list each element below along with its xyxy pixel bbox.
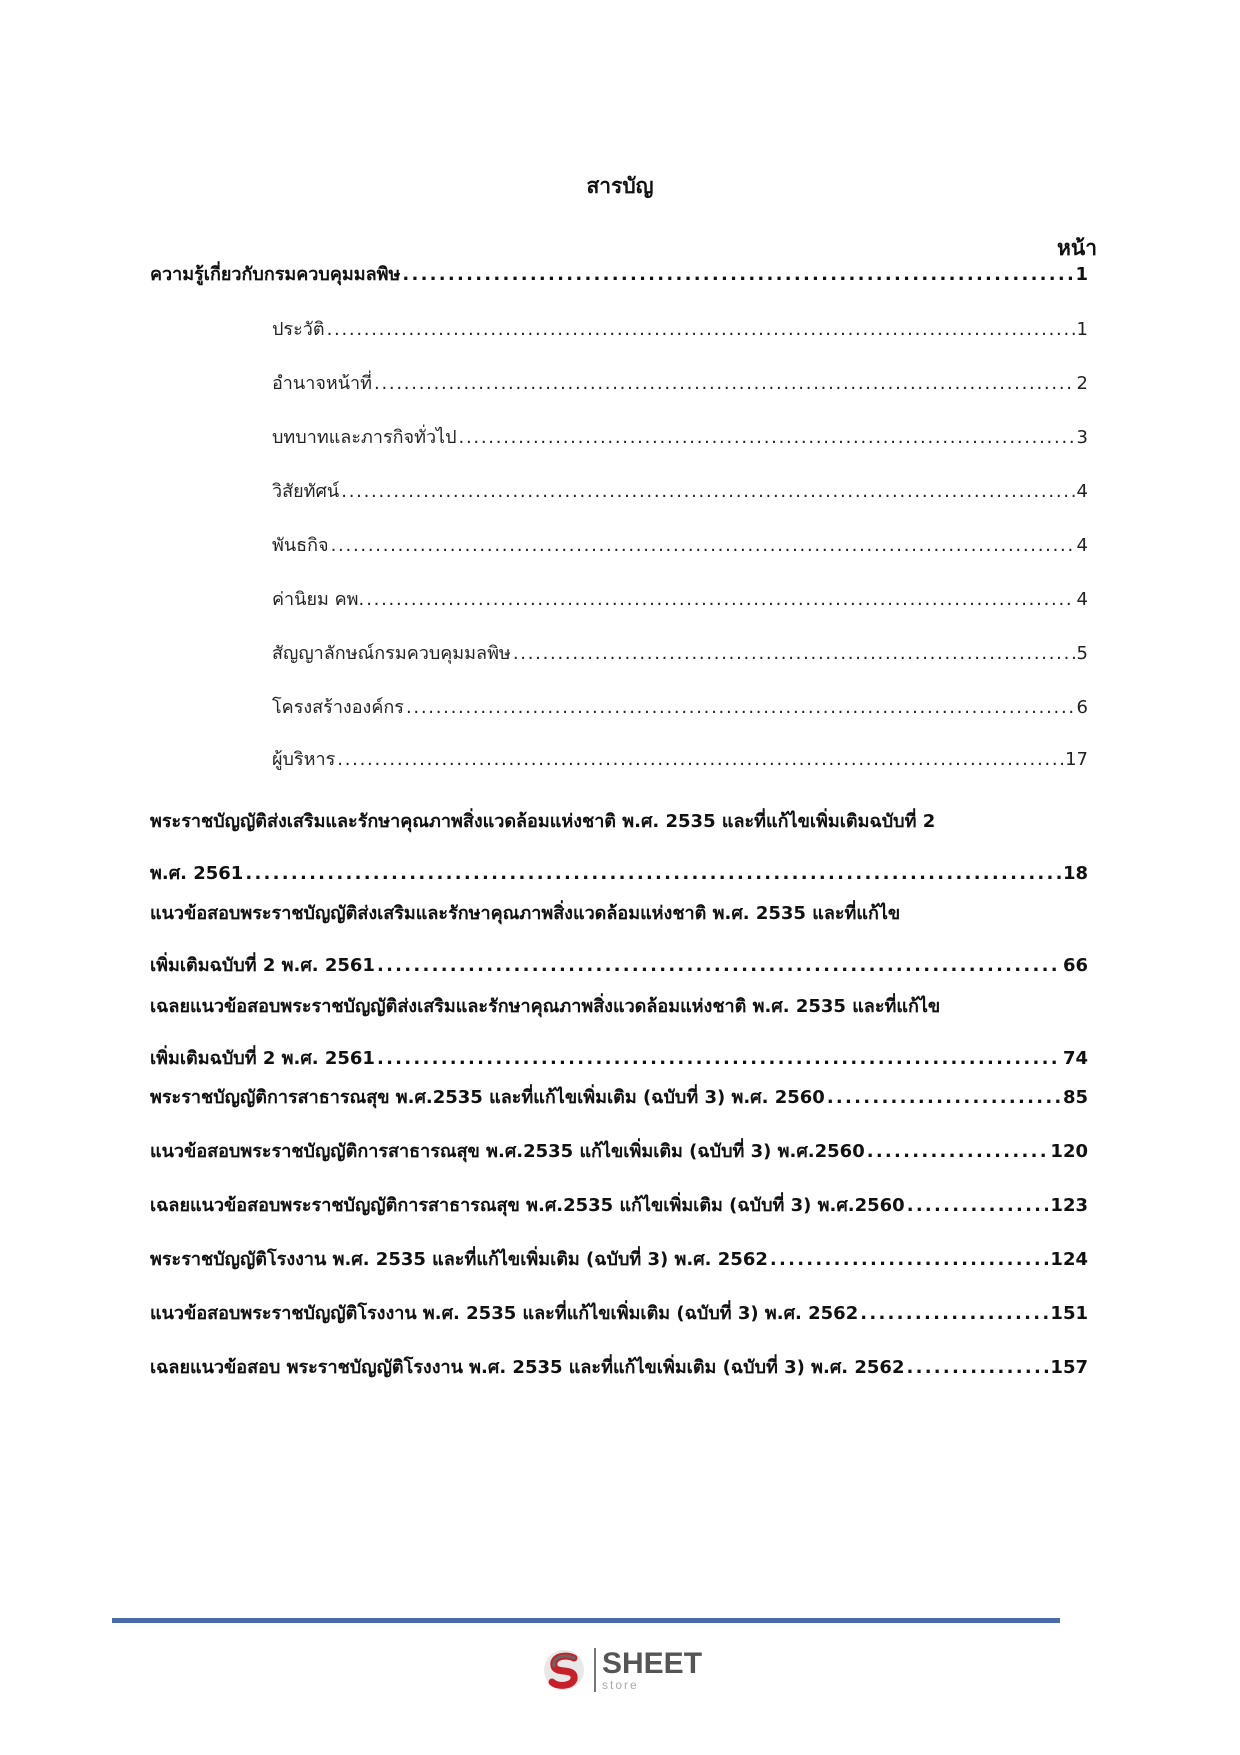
toc-entry-page: 17 [1065,749,1088,770]
toc-entry-page: 151 [1050,1303,1088,1324]
toc-entry [150,1338,1088,1398]
toc-entry-title: ผู้บริหาร [272,749,336,770]
sheet-logo-icon [540,1646,588,1694]
dot-leader [331,516,1075,576]
toc-entry [272,354,1088,414]
toc-entry-page: 4 [1076,589,1088,610]
toc-entry-page: 124 [1050,1249,1088,1270]
toc-entry-title: บทบาทและภารกิจทั่วไป [272,427,457,448]
dot-leader [406,678,1075,738]
page-column-heading: หน้า [1057,236,1097,260]
dot-leader [907,1176,1049,1236]
toc-entry-page: 5 [1076,643,1088,664]
toc-entry-title: พระราชบัญญัติการสาธารณสุข พ.ศ.2535 และที่แก้ไขเพิ่มเติม (ฉบับที่ 3) พ.ศ. 2560 [150,1087,825,1108]
toc-entry [150,1176,1088,1236]
logo-separator [594,1648,596,1692]
toc-entry [272,570,1088,630]
toc-entry [272,730,1088,790]
toc-entry [150,1284,1088,1344]
toc-entry [150,245,1088,305]
toc-entry [272,408,1088,468]
dot-leader [827,1068,1061,1128]
toc-entry [272,462,1088,522]
toc-entry [272,624,1088,684]
toc-entry-page: 1 [1076,319,1088,340]
dot-leader [867,1122,1049,1182]
toc-entry-title: วิสัยทัศน์ [272,481,340,502]
page-title: สารบัญ [586,174,654,198]
footer-divider [112,1618,1060,1623]
toc-entry [150,1230,1088,1290]
sheet-store-logo [540,1642,710,1698]
toc-entry-title: อำนาจหน้าที่ [272,373,373,394]
toc-entry-title: แนวข้อสอบพระราชบัญญัติโรงงาน พ.ศ. 2535 และที่แก้ไขเพิ่มเติม (ฉบับที่ 3) พ.ศ. 2562 [150,1303,859,1324]
dot-leader [327,300,1075,360]
toc-entry [150,800,1088,904]
toc-entry-page: 2 [1076,373,1088,394]
dot-leader [337,730,1063,790]
toc-entry-title: แนวข้อสอบพระราชบัญญัติการสาธารณสุข พ.ศ.2535 แก้ไขเพิ่มเติม (ฉบับที่ 3) พ.ศ.2560 [150,1141,865,1162]
dot-leader [459,408,1075,468]
toc-entry-title-line1: แนวข้อสอบพระราชบัญญัติส่งเสริมและรักษาคุณภาพสิ่งแวดล้อมแห่งชาติ พ.ศ. 2535 และที่แก้ไข [150,903,901,924]
toc-entry-title: พระราชบัญญัติโรงงาน พ.ศ. 2535 และที่แก้ไขเพิ่มเติม (ฉบับที่ 3) พ.ศ. 2562 [150,1249,768,1270]
toc-entry [150,1068,1088,1128]
dot-leader [770,1230,1049,1290]
toc-entry [272,516,1088,576]
dot-leader [860,1284,1048,1344]
toc-entry-page: 66 [1062,955,1088,976]
toc-entry-title: เฉลยแนวข้อสอบพระราชบัญญัติการสาธารณสุข พ.ศ.2535 แก้ไขเพิ่มเติม (ฉบับที่ 3) พ.ศ.2560 [150,1195,905,1216]
dot-leader [402,245,1073,305]
toc-entry-page: 120 [1050,1141,1088,1162]
toc-entry-title: ความรู้เกี่ยวกับกรมควบคุมมลพิษ [150,264,401,285]
toc-entry-title: ประวัติ [272,319,325,340]
toc-entry-title: ค่านิยม คพ. [272,589,365,610]
toc-entry-page: 74 [1062,1048,1088,1069]
toc-entry [272,678,1088,738]
toc-entry-page: 1 [1075,264,1088,285]
logo-subtext: store [602,1678,639,1692]
toc-entry-page: 157 [1050,1357,1088,1378]
logo-text: SHEET [602,1647,703,1680]
toc-entry [150,1122,1088,1182]
toc-entry-title: เพิ่มเติมฉบับที่ 2 พ.ศ. 2561 [150,1048,375,1069]
toc-entry-page: 123 [1050,1195,1088,1216]
toc-entry-title: พันธกิจ [272,535,329,556]
toc-entry-page: 85 [1062,1087,1088,1108]
dot-leader [341,462,1074,522]
toc-entry-title: พ.ศ. 2561 [150,863,244,884]
toc-entry-page: 3 [1076,427,1088,448]
dot-leader [366,570,1074,630]
toc-entry [272,300,1088,360]
toc-entry-page: 18 [1062,863,1088,884]
toc-entry-title: เฉลยแนวข้อสอบ พระราชบัญญัติโรงงาน พ.ศ. 2535 และที่แก้ไขเพิ่มเติม (ฉบับที่ 3) พ.ศ. 2562 [150,1357,905,1378]
toc-entry-title-line1: เฉลยแนวข้อสอบพระราชบัญญัติส่งเสริมและรักษาคุณภาพสิ่งแวดล้อมแห่งชาติ พ.ศ. 2535 และที่แก้ไข [150,996,941,1017]
dot-leader [906,1338,1048,1398]
toc-entry-page: 6 [1076,697,1088,718]
toc-entry-title: สัญญาลักษณ์กรมควบคุมมลพิษ [272,643,511,664]
toc-entry-page: 4 [1076,535,1088,556]
dot-leader [374,354,1075,414]
toc-entry-page: 4 [1076,481,1088,502]
toc-entry [150,892,1088,996]
dot-leader [513,624,1075,684]
toc-entry-title-line1: พระราชบัญญัติส่งเสริมและรักษาคุณภาพสิ่งแวดล้อมแห่งชาติ พ.ศ. 2535 และที่แก้ไขเพิ่มเติมฉบับที่ 2 [150,811,936,832]
toc-entry-title: โครงสร้างองค์กร [272,697,404,718]
toc-entry-title: เพิ่มเติมฉบับที่ 2 พ.ศ. 2561 [150,955,375,976]
